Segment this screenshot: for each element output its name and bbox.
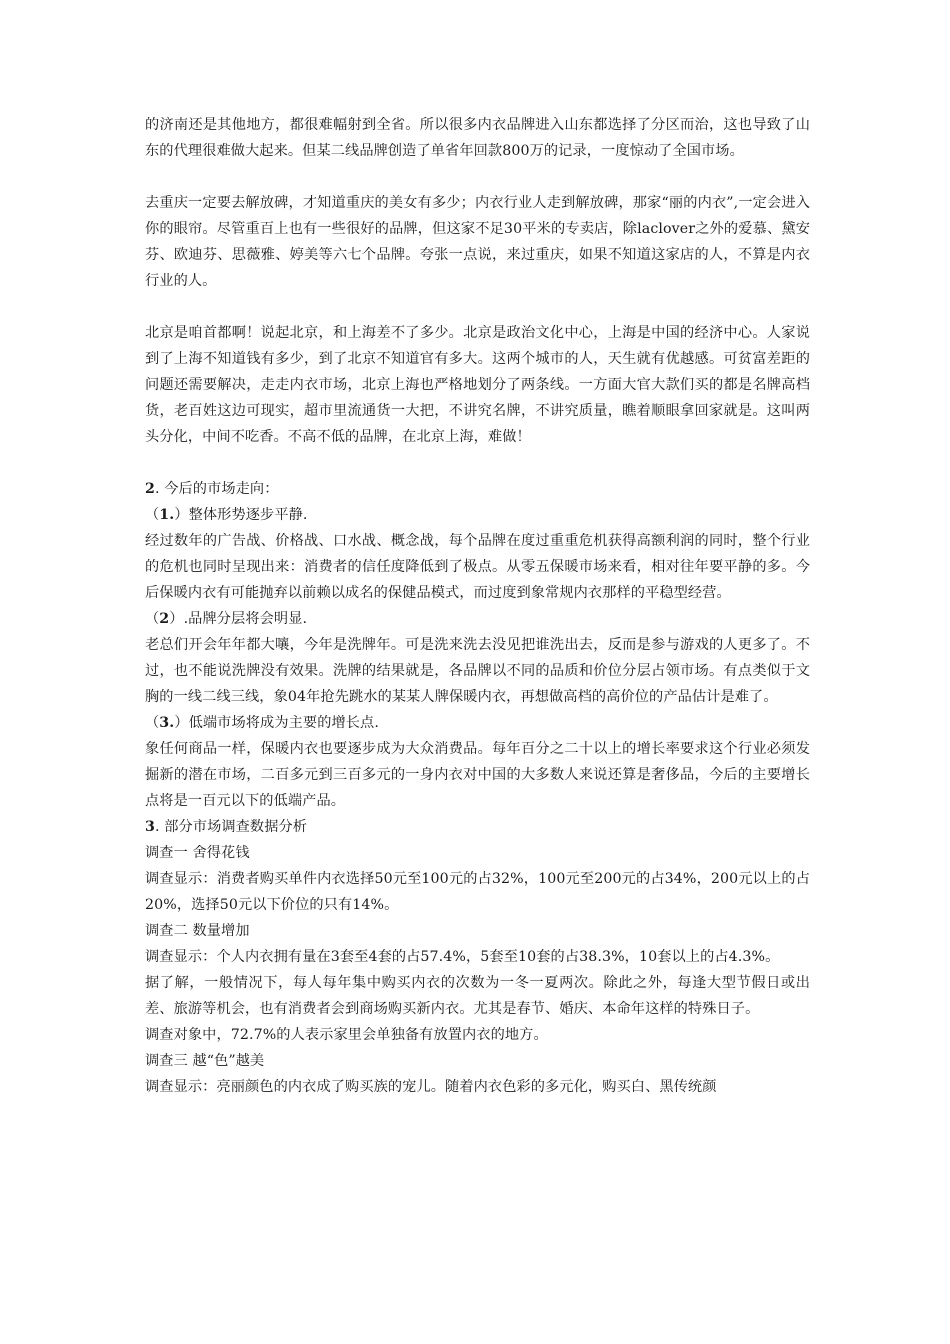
subheading-3-text: ）低端市场将成为主要的增长点. — [174, 715, 379, 731]
survey-3-body: 调查显示：亮丽颜色的内衣成了购买族的宠儿。随着内衣色彩的多元化，购买白、黑传统颜 — [145, 1079, 717, 1095]
subheading-2-body: 老总们开会年年都大嚷，今年是洗牌年。可是洗来洗去没见把谁洗出去，反而是参与游戏的人更多了。不过，也不能说洗牌没有效果。洗牌的结果就是，各品牌以不同的品质和价位分层占领市场。有点类似于文胸的一线二线三线，象04年抢先跳水的某某人牌保暖内衣，再想做高档的高价位的产品估计是难了。 — [145, 637, 810, 705]
subheading-1-body: 经过数年的广告战、价格战、口水战、概念战，每个品牌在度过重重危机获得高额利润的同时，整个行业的危机也同时呈现出来：消费者的信任度降低到了极点。从零五保暖市场来看，相对往年要平静的多。今后保暖内衣有可能抛弃以前赖以成名的保健品模式，而过度到象常规内衣那样的平稳型经营。 — [145, 533, 810, 601]
subheading-2-number: 2 — [159, 611, 170, 627]
paragraph-shandong: 的济南还是其他地方，都很难幅射到全省。所以很多内衣品牌进入山东都选择了分区而治，这也导致了山东的代理很难做大起来。但某二线品牌创造了单省年回款800万的记录，一度惊动了全国市场。 — [145, 117, 810, 159]
subheading-3-paren: （ — [145, 715, 160, 731]
survey-2-title: 调查二 数量增加 — [145, 923, 250, 939]
subheading-3-body: 象任何商品一样，保暖内衣也要逐步成为大众消费品。每年百分之二十以上的增长率要求这个行业必须发掘新的潜在市场，二百多元到三百多元的一身内衣对中国的大多数人来说还算是奢侈品，今后的主要增长点将是一百元以下的低端产品。 — [145, 741, 810, 809]
survey-2-extra-1: 据了解，一般情况下，每人每年集中购买内衣的次数为一冬一夏两次。除此之外，每逢大型节假日或出差、旅游等机会，也有消费者会到商场购买新内衣。尤其是春节、婚庆、本命年这样的特殊日子。 — [145, 975, 810, 1017]
section-2-title: . 今后的市场走向： — [154, 481, 279, 497]
subheading-3-number: 3. — [159, 715, 175, 731]
section-3-title: . 部分市场调查数据分析 — [154, 819, 308, 835]
survey-3-title: 调查三 越“色”越美 — [145, 1053, 265, 1069]
survey-1-body: 调查显示：消费者购买单件内衣选择50元至100元的占32%，100元至200元的占34%，200元以上的占20%，选择50元以下价位的只有14%。 — [145, 871, 810, 913]
paragraph-spacer — [145, 450, 810, 476]
section-3-number: 3 — [145, 819, 155, 835]
subheading-3 — [145, 710, 810, 736]
document-body — [145, 112, 810, 1100]
paragraph-spacer — [145, 164, 810, 190]
section-3-heading — [145, 814, 810, 840]
section-2-number: 2 — [145, 481, 155, 497]
subheading-1-number: 1. — [159, 507, 175, 523]
subheading-1 — [145, 502, 810, 528]
subheading-2 — [145, 606, 810, 632]
subheading-1-text: ）整体形势逐步平静. — [174, 507, 308, 523]
survey-1-title: 调查一 舍得花钱 — [145, 845, 250, 861]
section-2-heading — [145, 476, 810, 502]
survey-2-body: 调查显示：个人内衣拥有量在3套至4套的占57.4%，5套至10套的占38.3%，10套以上的占4.3%。 — [145, 949, 780, 965]
paragraph-beijing: 北京是咱首都啊！说起北京，和上海差不了多少。北京是政治文化中心，上海是中国的经济中心。人家说到了上海不知道钱有多少，到了北京不知道官有多大。这两个城市的人，天生就有优越感。可贫富差距的问题还需要解决，走走内衣市场，北京上海也严格地划分了两条线。一方面大官大款们买的都是名牌高档货，老百姓这边可现实，超市里流通货一大把，不讲究名牌，不讲究质量，瞧着顺眼拿回家就是。这叫两头分化，中间不吃香。不高不低的品牌，在北京上海，难做！ — [145, 325, 810, 445]
paragraph-spacer — [145, 294, 810, 320]
subheading-2-text: ）.品牌分层将会明显. — [169, 611, 308, 627]
survey-2-extra-2: 调查对象中，72.7%的人表示家里会单独备有放置内衣的地方。 — [145, 1027, 548, 1043]
paragraph-chongqing: 去重庆一定要去解放碑，才知道重庆的美女有多少；内衣行业人走到解放碑，那家“丽的内衣”,一定会进入你的眼帘。尽管重百上也有一些很好的品牌，但这家不足30平米的专卖店，除laclover之外的爱慕、黛安芬、欧迪芬、思薇雅、婷美等六七个品牌。夸张一点说，来过重庆，如果不知道这家店的人，不算是内衣行业的人。 — [145, 195, 810, 289]
subheading-1-paren: （ — [145, 507, 160, 523]
subheading-2-paren: （ — [145, 611, 160, 627]
